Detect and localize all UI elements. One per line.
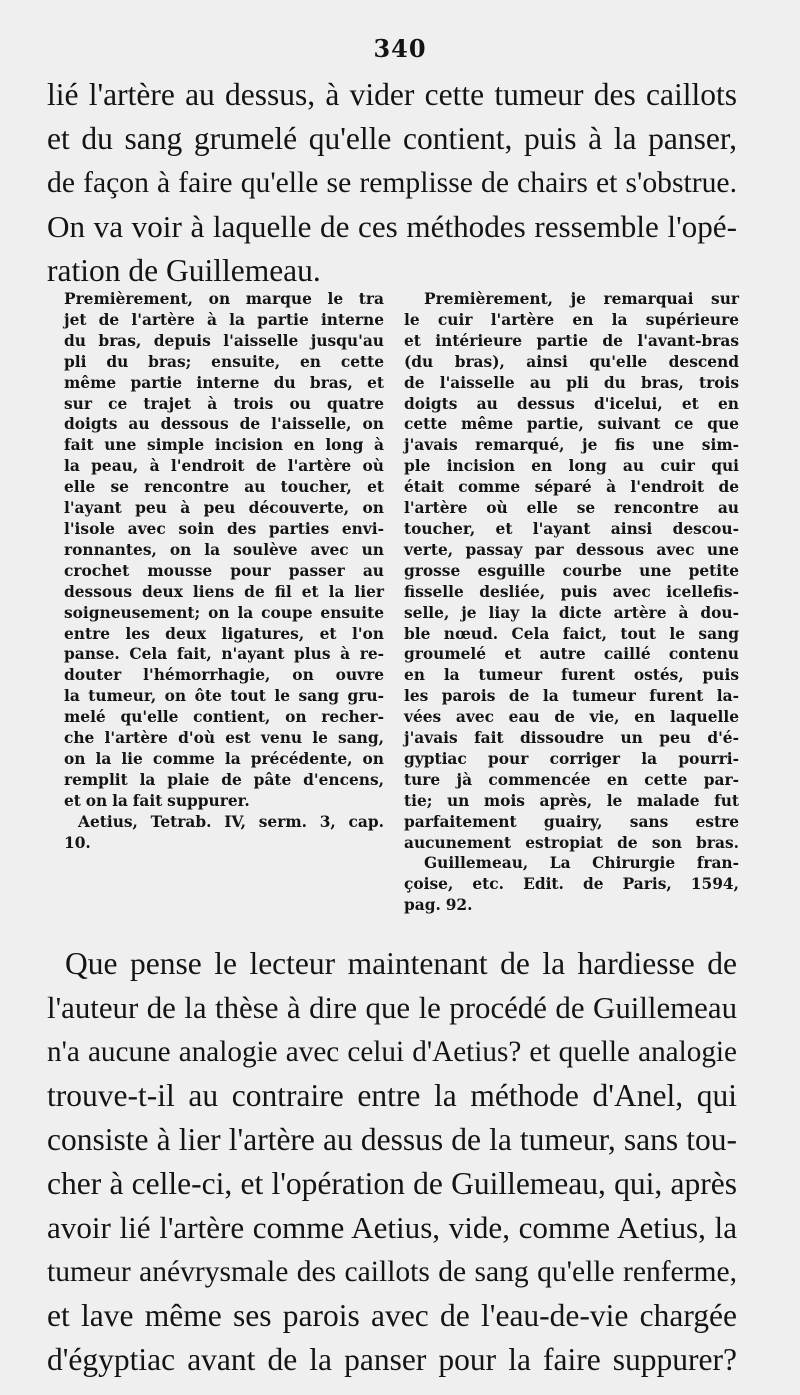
guillemeau-column bbox=[404, 289, 739, 916]
column-line: dessous deux liens de fil et la lier bbox=[64, 582, 384, 601]
column-line: entre les deux ligatures, et l'on bbox=[64, 624, 384, 643]
column-line: ronnantes, on la soulève avec un bbox=[64, 540, 384, 559]
intro-paragraph bbox=[47, 73, 737, 293]
column-line: che l'artère d'où est venu le sang, bbox=[64, 729, 384, 748]
column-line: soigneusement; on la coupe ensuite bbox=[64, 603, 384, 622]
column-line: même partie interne du bras, et bbox=[64, 373, 384, 392]
text-line: l'auteur de la thèse à dire que le procédé de Guillemeau bbox=[47, 990, 737, 1025]
column-line: doigts au dessus d'icelui, et en bbox=[404, 394, 739, 413]
column-line: de l'aisselle au pli du bras, trois bbox=[404, 373, 739, 392]
column-line: les parois de la tumeur furent la- bbox=[404, 687, 739, 706]
column-line: doigts au dessous de l'aisselle, on bbox=[64, 415, 384, 434]
column-line: fisselle desliée, puis avec icellefis- bbox=[404, 582, 739, 601]
column-line: et on la fait suppurer. bbox=[64, 791, 250, 810]
citation-line: pag. 92. bbox=[404, 896, 473, 915]
text-line: d'égyptiac avant de la panser pour la faire suppurer? bbox=[47, 1342, 737, 1377]
column-line: pli du bras; ensuite, en cette bbox=[64, 352, 384, 371]
text-line: cher à celle-ci, et l'opération de Guillemeau, qui, après bbox=[47, 1166, 737, 1201]
column-line: la peau, à l'endroit de l'artère où bbox=[64, 457, 384, 476]
text-line: et lave même ses parois avec de l'eau-de-vie chargée bbox=[47, 1298, 737, 1333]
text-line: Que pense le lecteur maintenant de la hardiesse de bbox=[65, 946, 737, 981]
column-line: groumelé et autre caillé contenu bbox=[404, 645, 739, 664]
column-line: et intérieure partie de l'avant-bras bbox=[404, 331, 739, 350]
text-line: et du sang grumelé qu'elle contient, puis à la panser, bbox=[47, 121, 737, 156]
column-line: vées avec eau de vie, en laquelle bbox=[404, 708, 739, 727]
column-line: ble nœud. Cela faict, tout le sang bbox=[404, 624, 739, 643]
column-line: melé qu'elle contient, on recher- bbox=[64, 708, 384, 727]
citation-line: Aetius, Tetrab. IV, serm. 3, cap. bbox=[78, 812, 384, 831]
citation-line: Guillemeau, La Chirurgie fran- bbox=[424, 854, 739, 873]
text-line: n'a aucune analogie avec celui d'Aetius? et quelle analogie bbox=[47, 1036, 737, 1068]
column-line: panse. Cela fait, n'ayant plus à re- bbox=[64, 645, 384, 664]
text-line: ration de Guillemeau. bbox=[47, 253, 321, 288]
column-line: on la lie comme la précédente, on bbox=[64, 749, 384, 768]
column-line: fait une simple incision en long à bbox=[64, 436, 384, 455]
column-line: j'avais remarqué, je fis une sim- bbox=[404, 436, 739, 455]
citation-line: 10. bbox=[64, 833, 91, 852]
aetius-column bbox=[64, 289, 384, 853]
column-line: était comme séparé à l'endroit de bbox=[404, 478, 739, 497]
column-line: cette même partie, suivant ce que bbox=[404, 415, 739, 434]
column-line: verte, passay par dessous avec une bbox=[404, 540, 739, 559]
text-line: tumeur anévrysmale des caillots de sang qu'elle renferme, bbox=[47, 1256, 737, 1288]
column-line: elle se rencontre au toucher, et bbox=[64, 478, 384, 497]
column-line: jet de l'artère à la partie interne bbox=[64, 310, 384, 329]
column-line: remplit la plaie de pâte d'encens, bbox=[64, 770, 384, 789]
column-line: tie; un mois après, le malade fut bbox=[404, 791, 739, 810]
column-line: grosse esguille courbe une petite bbox=[404, 561, 739, 580]
citation-line: çoise, etc. Edit. de Paris, 1594, bbox=[404, 875, 739, 894]
column-line: toucher, et l'ayant ainsi descou- bbox=[404, 519, 739, 538]
text-line: lié l'artère au dessus, à vider cette tumeur des caillots bbox=[47, 77, 737, 112]
column-line: l'isole avec soin des parties envi- bbox=[64, 519, 384, 538]
text-line: On va voir à laquelle de ces méthodes ressemble l'opé- bbox=[47, 209, 737, 244]
column-line: selle, je liay la dicte artère à dou- bbox=[404, 603, 739, 622]
column-line: ple incision en long au cuir qui bbox=[404, 457, 739, 476]
column-line: Premièrement, on marque le tra bbox=[64, 290, 384, 308]
column-line: l'artère où elle se rencontre au bbox=[404, 499, 739, 518]
text-line: avoir lié l'artère comme Aetius, vide, comme Aetius, la bbox=[47, 1210, 737, 1245]
column-line: aucunement estropiat de son bras. bbox=[404, 833, 739, 852]
text-line: de façon à faire qu'elle se remplisse de chairs et s'obstrue. bbox=[47, 167, 737, 199]
column-line: en la tumeur furent ostés, puis bbox=[404, 666, 739, 685]
column-line: l'ayant peu à peu découverte, on bbox=[64, 499, 384, 518]
text-line: consiste à lier l'artère au dessus de la tumeur, sans tou- bbox=[47, 1122, 737, 1157]
column-line: Premièrement, je remarquai sur bbox=[424, 290, 739, 308]
column-line: j'avais fait dissoudre un peu d'é- bbox=[404, 729, 739, 748]
text-line: trouve-t-il au contraire entre la méthode d'Anel, qui bbox=[47, 1078, 737, 1113]
column-line: la tumeur, on ôte tout le sang gru- bbox=[64, 687, 384, 706]
closing-paragraph bbox=[47, 942, 737, 1382]
column-line: le cuir l'artère en la supérieure bbox=[404, 310, 739, 329]
column-line: gyptiac pour corriger la pourri- bbox=[404, 749, 739, 768]
column-line: crochet mousse pour passer au bbox=[64, 561, 384, 580]
column-line: douter l'hémorrhagie, on ouvre bbox=[64, 666, 384, 685]
column-line: parfaitement guairy, sans estre bbox=[404, 812, 739, 831]
column-line: du bras, depuis l'aisselle jusqu'au bbox=[64, 331, 384, 350]
column-line: ture jà commencée en cette par- bbox=[404, 770, 739, 789]
page-number: 340 bbox=[373, 34, 427, 63]
column-line: (du bras), ainsi qu'elle descend bbox=[404, 352, 739, 371]
column-line: sur ce trajet à trois ou quatre bbox=[64, 394, 384, 413]
